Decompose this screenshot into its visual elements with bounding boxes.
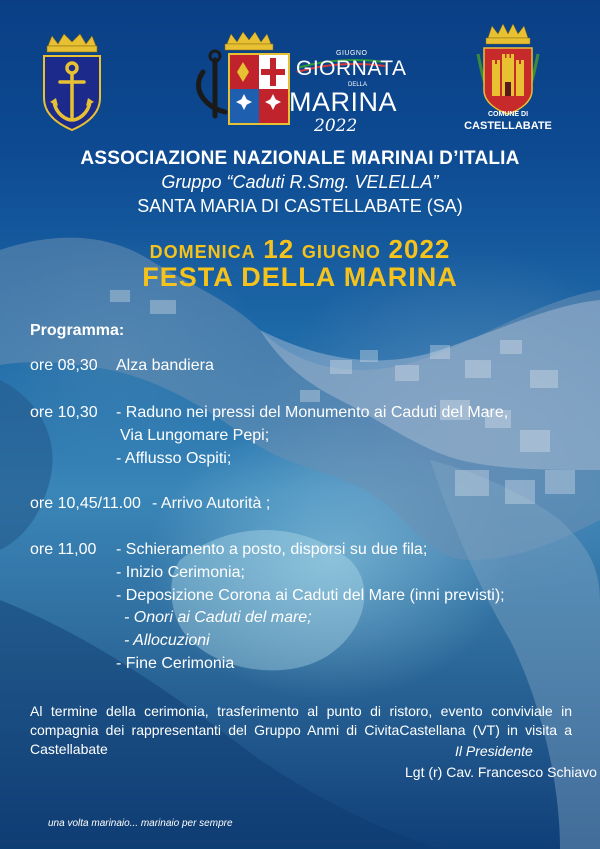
program-line: - Allocuzioni — [124, 632, 210, 649]
program-line: - Fine Cerimonia — [116, 655, 235, 672]
marina-logo-della: DELLA — [348, 82, 368, 88]
program-line: - Onori ai Caduti del mare; — [124, 609, 312, 626]
marina-logo-giugno: GIUGNO — [336, 50, 368, 57]
program-line: - Raduno nei pressi del Monumento ai Caduti del Mare, — [116, 404, 509, 421]
president-signature: Lgt (r) Cav. Francesco Schiavo — [405, 764, 597, 780]
program-line: - Schieramento a posto, disporsi su due fila; — [116, 541, 428, 558]
program-time: ore 08,30 — [30, 357, 98, 374]
date-month: GIUGNO — [301, 242, 381, 262]
closing-note: Al termine della cerimonia, trasferimento al punto di ristoro, evento conviviale in compagnia dei rappresentanti del Gruppo Anmi di CivitaCastellana (VT) in visita a Castellabate — [30, 703, 572, 757]
program-time: ore 10,30 — [30, 404, 98, 421]
event-date — [0, 234, 600, 265]
program-line: Alza bandiera — [116, 357, 214, 374]
program-line: - Arrivo Autorità ; — [152, 495, 271, 512]
marina-logo-year: 2022 — [314, 116, 358, 136]
date-day: DOMENICA — [149, 242, 256, 262]
program-line: Via Lungomare Pepi; — [120, 427, 270, 444]
comune-name: CASTELLABATE — [464, 120, 552, 132]
date-number: 12 — [263, 234, 295, 264]
date-year: 2022 — [388, 234, 451, 264]
association-name: ASSOCIAZIONE NAZIONALE MARINAI D’ITALIA — [80, 148, 520, 169]
event-place: SANTA MARIA DI CASTELLABATE (SA) — [137, 196, 463, 216]
navy-shield-icon — [185, 32, 415, 140]
motto: una volta marinaio... marinaio per sempre — [48, 818, 233, 829]
marina-logo-marina: MARINA — [289, 87, 398, 117]
program-time: ore 11,00 — [30, 541, 97, 558]
program-time: ore 10,45/11.00 — [30, 495, 141, 512]
president-label: Il Presidente — [455, 743, 533, 759]
anchor-crest-icon — [38, 32, 106, 132]
program-line: - Deposizione Corona ai Caduti del Mare (inni previsti); — [116, 587, 505, 604]
program-heading: Programma: — [30, 322, 125, 339]
marina-logo-giornata: GIORNATA — [296, 57, 407, 80]
group-name: Gruppo “Caduti R.Smg. VELELLA” — [161, 172, 439, 192]
event-title: FESTA DELLA MARINA — [142, 262, 458, 292]
program-line: - Inizio Cerimonia; — [116, 564, 245, 581]
program-line: - Afflusso Ospiti; — [116, 450, 232, 467]
comune-label: COMUNE DI — [487, 111, 529, 118]
